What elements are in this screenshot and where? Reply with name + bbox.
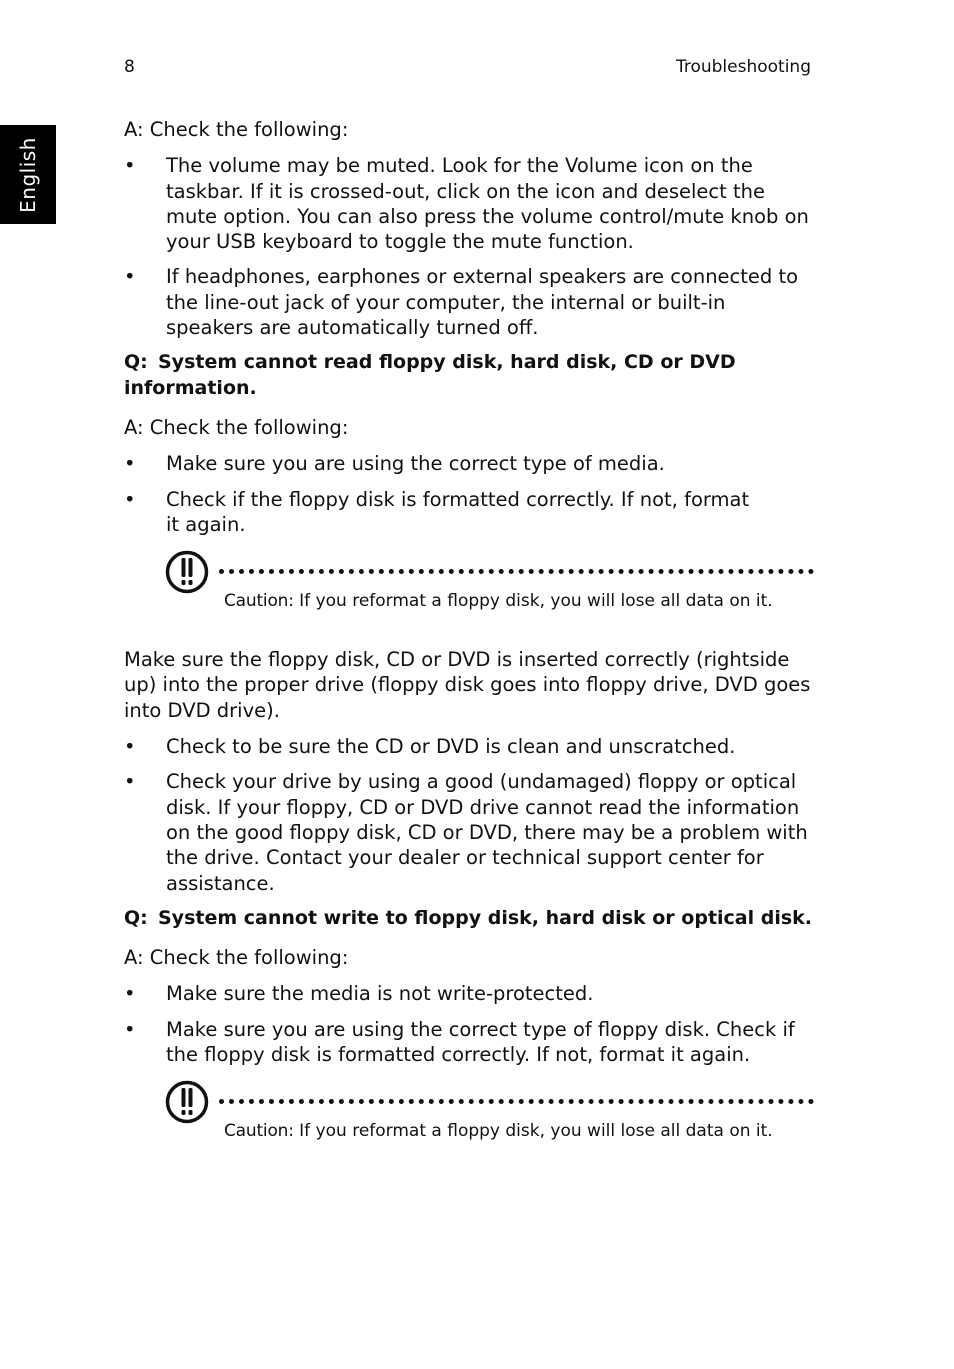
bullet-list (124, 981, 814, 1067)
caution-note (124, 547, 814, 637)
caution-divider (219, 569, 814, 574)
bullet: • (124, 154, 136, 178)
bullet: • (124, 265, 136, 289)
answer-line: A: Check the following: (124, 118, 349, 141)
list-item: • Make sure you are using the correct type of media. (124, 452, 665, 476)
caution-text: Caution: If you reformat a floppy disk, you will lose all data on it. (224, 1121, 773, 1142)
bullet-list (124, 451, 814, 537)
page-number: 8 (124, 57, 135, 77)
list-item: • Check to be sure the CD or DVD is clean and unscratched. (124, 735, 736, 759)
answer-line: A: Check the following: (124, 946, 349, 970)
question-heading: Q: System cannot read floppy disk, hard disk, CD or DVD information. (124, 351, 736, 399)
language-tab (0, 125, 56, 224)
page-content (124, 117, 814, 1167)
bullet: • (124, 487, 136, 511)
bullet: • (124, 982, 136, 1006)
body-paragraph: Make sure the floppy disk, CD or DVD is inserted correctly (rightside up) into the proper drive (floppy disk goes into floppy drive, DVD goes into DVD drive). (124, 648, 811, 722)
caution-text: Caution: If you reformat a floppy disk, you will lose all data on it. (224, 591, 773, 612)
caution-exclamation-icon (164, 549, 210, 599)
bullet: • (124, 735, 136, 759)
list-item: • Check if the floppy disk is formatted correctly. If not, format it again. (124, 487, 750, 536)
list-item: • The volume may be muted. Look for the Volume icon on the taskbar. If it is crossed-out, click on the icon and deselect the mute option. You can also press the volume control/mute knob on your USB keyboard to toggle the mute function. (124, 154, 809, 254)
bullet-list (124, 153, 814, 340)
bullet-list (124, 734, 814, 896)
bullet: • (124, 452, 136, 476)
caution-divider (219, 1099, 814, 1104)
bullet: • (124, 1017, 136, 1041)
list-item: • Make sure you are using the correct type of floppy disk. Check if the floppy disk is formatted correctly. If not, format it again. (124, 1017, 795, 1067)
answer-line: A: Check the following: (124, 415, 349, 439)
list-item: • Check your drive by using a good (undamaged) floppy or optical disk. If your floppy, CD or DVD drive cannot read the information on the good floppy disk, CD or DVD, there may be a problem with the drive. Contact your dealer or technical support center for assistance. (124, 770, 808, 895)
caution-note (124, 1077, 814, 1167)
question-heading: Q: System cannot write to floppy disk, hard disk or optical disk. (124, 906, 813, 929)
language-tab-label: English (16, 137, 40, 213)
list-item: • Make sure the media is not write-protected. (124, 982, 594, 1006)
caution-exclamation-icon (164, 1079, 210, 1129)
section-title: Troubleshooting (675, 57, 811, 77)
list-item: • If headphones, earphones or external speakers are connected to the line-out jack of your computer, the internal or built-in speakers are automatically turned off. (124, 265, 799, 340)
bullet: • (124, 770, 136, 794)
